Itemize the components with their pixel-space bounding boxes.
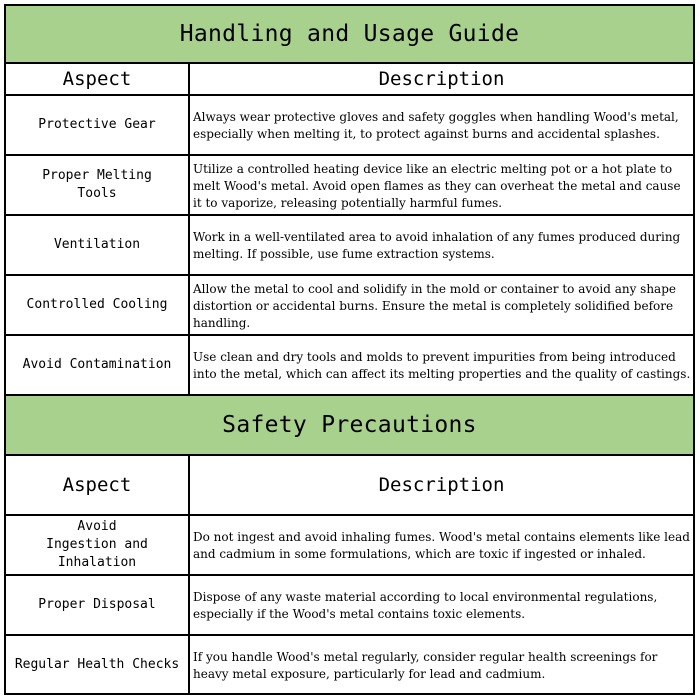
table-row: [6, 96, 693, 156]
description-cell: If you handle Wood's metal regularly, consider regular health screenings for heavy metal exposure, particularly for lead and cadmium.: [193, 649, 658, 681]
column-header-description: Description: [378, 473, 505, 496]
description-cell: Work in a well-ventilated area to avoid inhalation of any fumes produced during melting. If possible, use fume extraction systems.: [193, 230, 681, 261]
table-row: [6, 156, 693, 216]
column-header-aspect: Aspect: [6, 64, 190, 94]
table-row: [6, 216, 693, 276]
aspect-cell: Proper Disposal: [6, 576, 190, 634]
aspect-cell: Avoid Ingestion and Inhalation: [6, 516, 190, 574]
header-row: [6, 456, 693, 516]
table-row: [6, 576, 693, 636]
description-cell: Dispose of any waste material according to local environmental regulations, especially if the Wood's metal contains toxic elements.: [193, 590, 658, 621]
column-header-aspect: Aspect: [6, 456, 190, 514]
table-row: [6, 636, 693, 693]
section-title-handling: Handling and Usage Guide: [6, 6, 693, 64]
aspect-cell: Ventilation: [6, 216, 190, 274]
aspect-cell: Controlled Cooling: [6, 276, 190, 334]
aspect-cell: Avoid Contamination: [6, 336, 190, 394]
section-title-safety: Safety Precautions: [6, 396, 693, 456]
table-row: [6, 276, 693, 336]
table-row: [6, 336, 693, 396]
aspect-cell: Protective Gear: [6, 96, 190, 154]
column-header-description: Description: [378, 67, 505, 90]
aspect-cell: Regular Health Checks: [6, 636, 190, 693]
table-row: [6, 516, 693, 576]
description-cell: Do not ingest and avoid inhaling fumes. Wood's metal contains elements like lead and cadmium in some formulations, which are toxic if ingested or inhaled.: [193, 530, 690, 561]
description-cell: Allow the metal to cool and solidify in the mold or container to avoid any shape distortion or accidental burns. Ensure the metal is completely solidified before handling.: [193, 281, 676, 330]
description-cell: Use clean and dry tools and molds to prevent impurities from being introduced into the metal, which can affect its melting properties and the quality of castings.: [193, 350, 691, 381]
description-cell: Utilize a controlled heating device like an electric melting pot or a hot plate to melt Wood's metal. Avoid open flames as they can overheat the metal and cause it to vaporize, releasing potentially harmful fumes.: [193, 161, 681, 210]
guide-table: [4, 4, 695, 695]
description-cell: Always wear protective gloves and safety goggles when handling Wood's metal, especially when melting it, to protect against burns and accidental splashes.: [193, 110, 679, 141]
aspect-cell: Proper Melting Tools: [6, 156, 190, 214]
header-row: [6, 64, 693, 96]
